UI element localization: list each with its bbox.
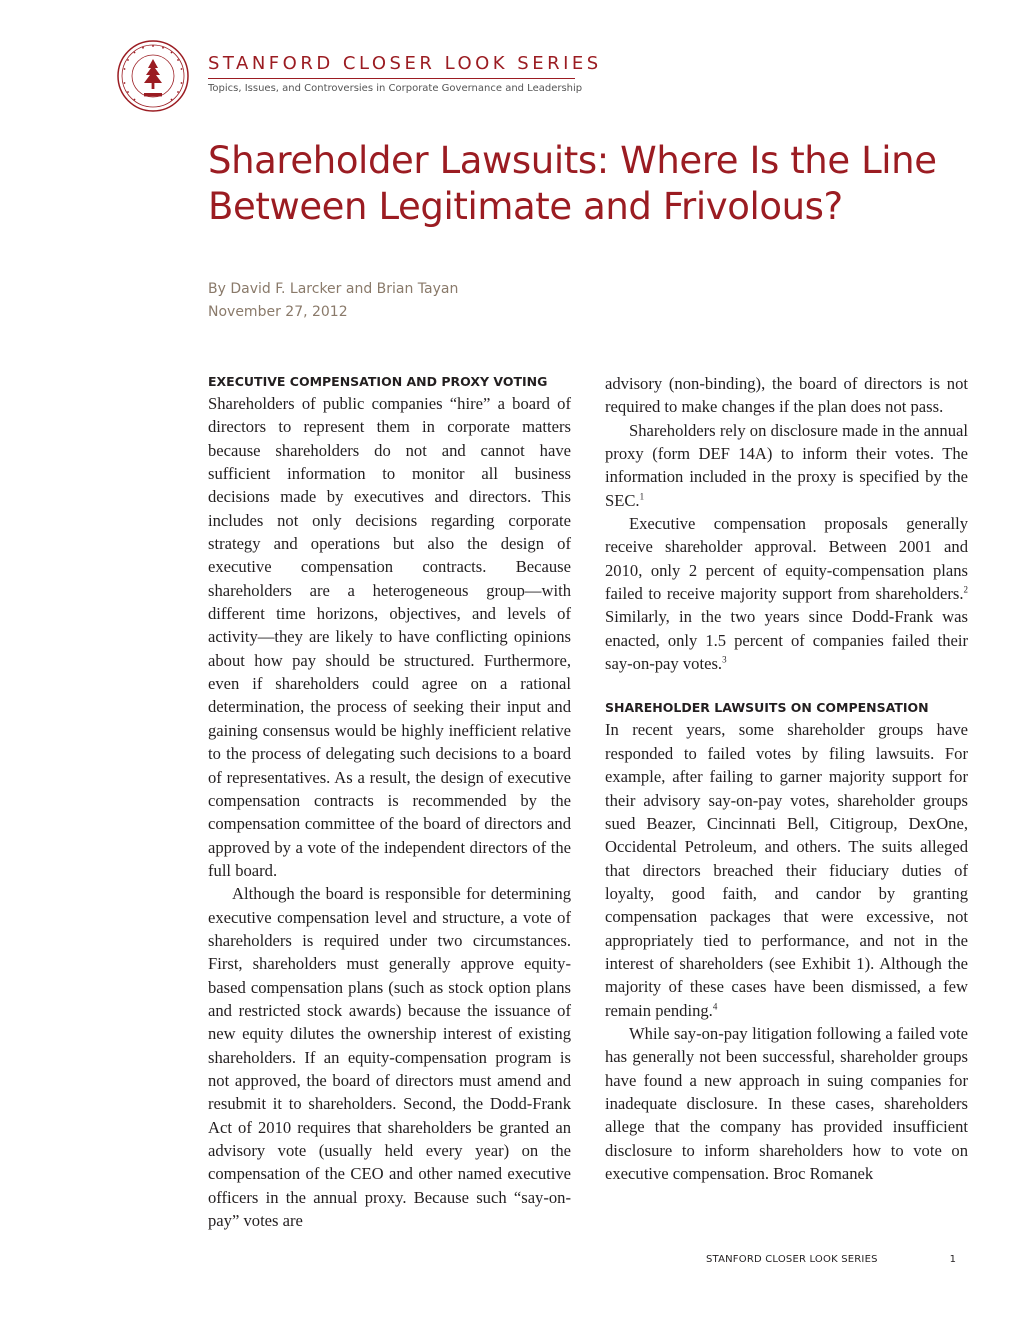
byline-authors: By David F. Larcker and Brian Tayan xyxy=(208,281,459,297)
byline-date: November 27, 2012 xyxy=(208,304,348,320)
paragraph xyxy=(605,512,968,675)
section-heading-proxy-voting: EXECUTIVE COMPENSATION AND PROXY VOTING xyxy=(208,374,548,389)
footnote-ref[interactable]: 2 xyxy=(963,584,968,595)
paragraph xyxy=(605,419,968,512)
page-title xyxy=(208,138,988,230)
paragraph: While say-on-pay litigation following a failed vote has generally not been successful, shareholder groups have found a new approach in suing companies for inadequate disclosure. In these cases, shareholders allege that the company has provided insufficient disclosure to inform shareholders how to vote on executive compensation. Broc Romanek xyxy=(605,1023,968,1183)
paragraph: advisory (non-binding), the board of directors is not required to make changes if the plan does not pass. xyxy=(605,374,968,417)
paragraph-text: Executive compensation proposals generally receive shareholder approval. Between 2001 and 2010, only 2 percent of equity-compensation plans failed to receive majority support from shareholders. xyxy=(605,514,968,604)
section-heading-lawsuits: SHAREHOLDER LAWSUITS ON COMPENSATION xyxy=(605,700,929,716)
paragraph-text: Shareholders rely on disclosure made in the annual proxy (form DEF 14A) to inform their votes. The information included in the proxy is specified by the SEC. xyxy=(605,420,968,510)
page-title-line-1: Shareholder Lawsuits: Where Is the Line xyxy=(208,139,937,182)
section-gap xyxy=(605,675,968,698)
left-column xyxy=(208,372,571,1232)
footer-series-label: STANFORD CLOSER LOOK SERIES xyxy=(706,1254,878,1265)
series-rule xyxy=(208,78,575,79)
footnote-ref[interactable]: 4 xyxy=(712,1001,718,1012)
series-title: STANFORD CLOSER LOOK SERIES xyxy=(208,53,602,74)
page-title-line-2: Between Legitimate and Frivolous? xyxy=(208,185,843,228)
byline xyxy=(208,278,458,324)
right-column xyxy=(605,372,968,1185)
paragraph xyxy=(605,718,968,1021)
series-subtitle: Topics, Issues, and Controversies in Corporate Governance and Leadership xyxy=(208,83,583,94)
stanford-seal-icon xyxy=(117,40,189,112)
paragraph: Although the board is responsible for determining executive compensation level and structure, a vote of shareholders is required under two circumstances. First, shareholders must generally approve equity-based compensation plans (such as stock option plans and restricted stock awards) because the issuance of new equity dilutes the ownership interest of existing shareholders. If an equity-compensation program is not approved, the board of directors must amend and resubmit it to shareholders. Second, the Dodd-Frank Act of 2010 requires that shareholders be granted an advisory vote (usually held every year) on the compensation of the CEO and other named executive officers in the annual proxy. Because such “say-on-pay” votes are xyxy=(208,884,571,1231)
series-header xyxy=(208,52,602,94)
paragraph: Shareholders of public companies “hire” a board of directors to represent them in corporate matters because shareholders do not and cannot have sufficient information to monitor all business decisions made by executives and directors. This includes not only decisions regarding corporate strategy and operations but also the design of executive compensation contracts. Because shareholders are a heterogeneous group—with different time horizons, objectives, and levels of activity—they are likely to have conflicting opinions about how pay should be structured. Furthermore, even if shareholders could agree on a rational determination, the process of seeking their input and gaining consensus would be highly inefficient relative to the process of delegating such decisions to a board of representatives. As a result, the design of executive compensation contracts is recommended by the compensation committee of the board of directors and approved by a vote of the independent directors of the full board. xyxy=(208,394,571,880)
paragraph-text: In recent years, some shareholder groups have responded to failed votes by filing lawsuits. For example, after failing to garner majority support for their advisory say-on-pay votes, shareholder groups sued Beazer, Cincinnati Bell, Citigroup, DexOne, Occidental Petroleum, and others. The suits alleged that directors breached their fiduciary duties of loyalty, good faith, and candor by granting compensation packages that were excessive, not appropriately tied to performance, and not in the interest of shareholders (see Exhibit 1). Although the majority of these cases have been dismissed, a few remain pending. xyxy=(605,720,968,1020)
page-number: 1 xyxy=(949,1254,956,1265)
footnote-ref[interactable]: 1 xyxy=(639,491,645,502)
paragraph-text: Similarly, in the two years since Dodd-Frank was enacted, only 1.5 percent of companies failed their say-on-pay votes. xyxy=(605,607,968,674)
footnote-ref[interactable]: 3 xyxy=(722,654,727,665)
